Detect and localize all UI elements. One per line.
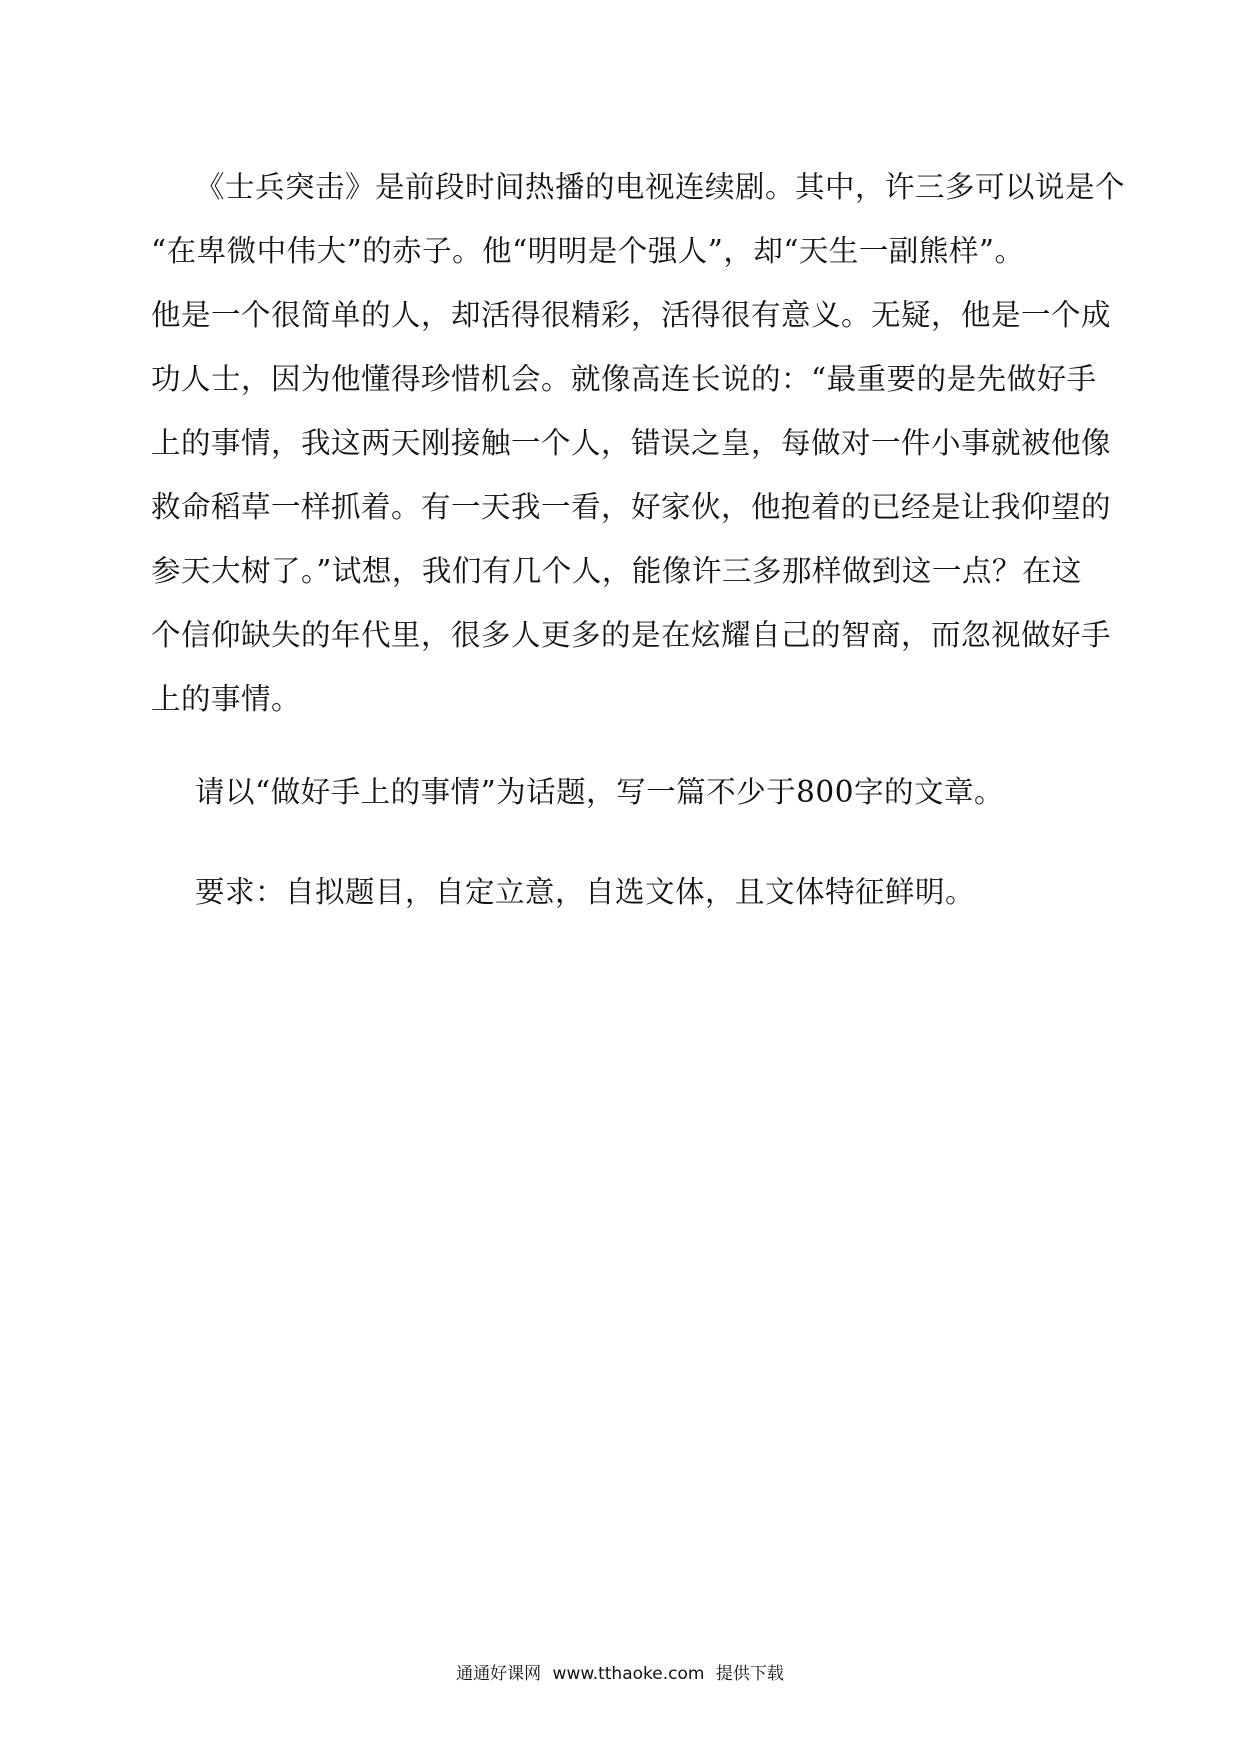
writing-requirement: 要求：自拟题目，自定立意，自选文体，且文体特征鲜明。	[195, 875, 976, 909]
passage-line: 功人士，因为他懂得珍惜机会。就像高连长说的：“最重要的是先做好手	[151, 362, 1097, 396]
footer-action: 提供下载	[715, 1664, 784, 1684]
passage-line: 上的事情。	[151, 682, 302, 716]
passage-line: 参天大树了。”试想，我们有几个人，能像许三多那样做到这一点？在这	[151, 554, 1082, 588]
passage-line: 上的事情，我这两天刚接触一个人，错误之皇，每做对一件小事就被他像	[151, 426, 1112, 460]
passage-line: “在卑微中伟大”的赤子。他“明明是个强人”，却“天生一副熊样”。	[151, 234, 1025, 268]
passage-line: 《士兵突击》是前段时间热播的电视连续剧。其中，许三多可以说是个	[195, 170, 1126, 204]
material-passage	[151, 155, 1126, 731]
footer-url[interactable]: www.tthaoke.com	[552, 1664, 705, 1684]
writing-prompt: 请以“做好手上的事情”为话题，写一篇不少于800字的文章。	[195, 775, 1004, 809]
page-footer	[0, 1662, 1240, 1686]
footer-site-name: 通通好课网	[456, 1664, 542, 1684]
passage-line: 个信仰缺失的年代里，很多人更多的是在炫耀自己的智商，而忽视做好手	[151, 618, 1112, 652]
passage-line: 他是一个很简单的人，却活得很精彩，活得很有意义。无疑，他是一个成	[151, 298, 1112, 332]
passage-line: 救命稻草一样抓着。有一天我一看，好家伙，他抱着的已经是让我仰望的	[151, 490, 1112, 524]
